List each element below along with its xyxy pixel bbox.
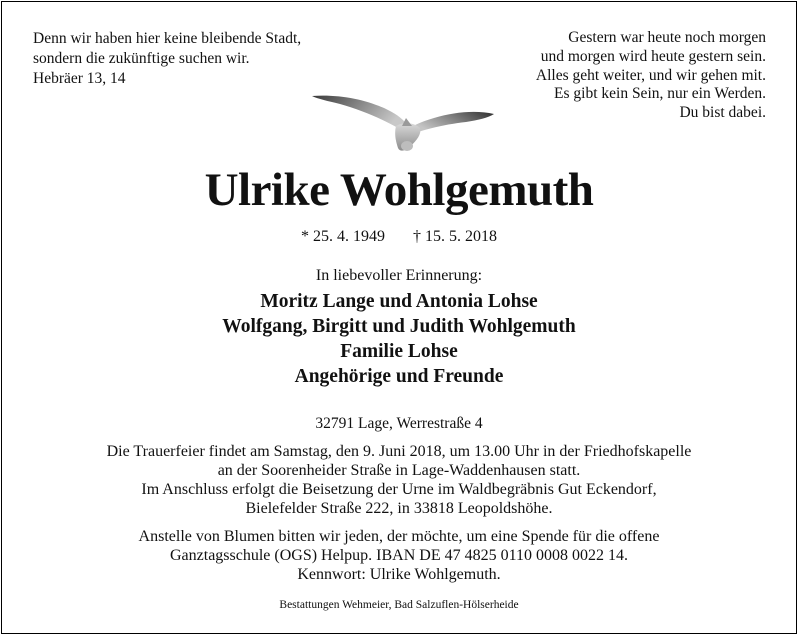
mourners-list [2, 289, 796, 389]
life-dates [2, 227, 796, 247]
ceremony-details [2, 442, 796, 518]
quote-right-line: Es gibt kein Sein, nur ein Werden. [554, 85, 766, 103]
obituary-notice [1, 1, 797, 634]
ceremony-line: Die Trauerfeier findet am Samstag, den 9. Juni 2018, um 13.00 Uhr in der Friedhofskapelle [106, 443, 692, 460]
donation-line: Anstelle von Blumen bitten wir jeden, der möchte, um eine Spende für die offene [138, 528, 660, 545]
quote-left-line: Denn wir haben hier keine bleibende Stadt, [33, 30, 302, 47]
ceremony-line: an der Soorenheider Straße in Lage-Waddenhausen statt. [217, 462, 581, 479]
quote-left-source: Hebräer 13, 14 [33, 70, 126, 87]
mourner-name: Wolfgang, Birgitt und Judith Wohlgemuth [222, 316, 576, 337]
quote-right-line: Gestern war heute noch morgen [568, 29, 766, 46]
mourner-name: Angehörige und Freunde [294, 366, 504, 387]
birth-date: * 25. 4. 1949 [301, 228, 385, 245]
deceased-name: Ulrike Wohlgemuth [204, 164, 594, 216]
bible-quote [33, 29, 301, 89]
donation-line: Ganztagsschule (OGS) Helpup. IBAN DE 47 4825 0110 0008 0022 14. [169, 547, 628, 564]
poem-quote [536, 29, 766, 123]
seagull-icon [310, 88, 496, 154]
mourner-name: Moritz Lange und Antonia Lohse [260, 291, 538, 312]
quote-right-line: und morgen wird heute gestern sein. [540, 47, 766, 65]
quote-right-line: Alles geht weiter, und wir gehen mit. [535, 66, 766, 84]
mourners-intro: In liebevoller Erinnerung: [315, 267, 483, 284]
ceremony-line: Im Anschluss erfolgt die Beisetzung der Urne im Waldbegräbnis Gut Eckendorf, [141, 481, 657, 498]
undertaker-credit: Bestattungen Wehmeier, Bad Salzuflen-Hölserheide [279, 599, 519, 611]
family-address: 32791 Lage, Werrestraße 4 [315, 415, 483, 432]
donation-line: Kennwort: Ulrike Wohlgemuth. [297, 566, 501, 583]
quote-left-line: sondern die zukünftige suchen wir. [33, 50, 250, 67]
mourner-name: Familie Lohse [340, 341, 458, 362]
ceremony-line: Bielefelder Straße 222, in 33818 Leopoldshöhe. [245, 500, 553, 517]
quote-right-line: Du bist dabei. [679, 104, 766, 122]
donation-request [2, 527, 796, 584]
death-date: † 15. 5. 2018 [413, 228, 497, 245]
